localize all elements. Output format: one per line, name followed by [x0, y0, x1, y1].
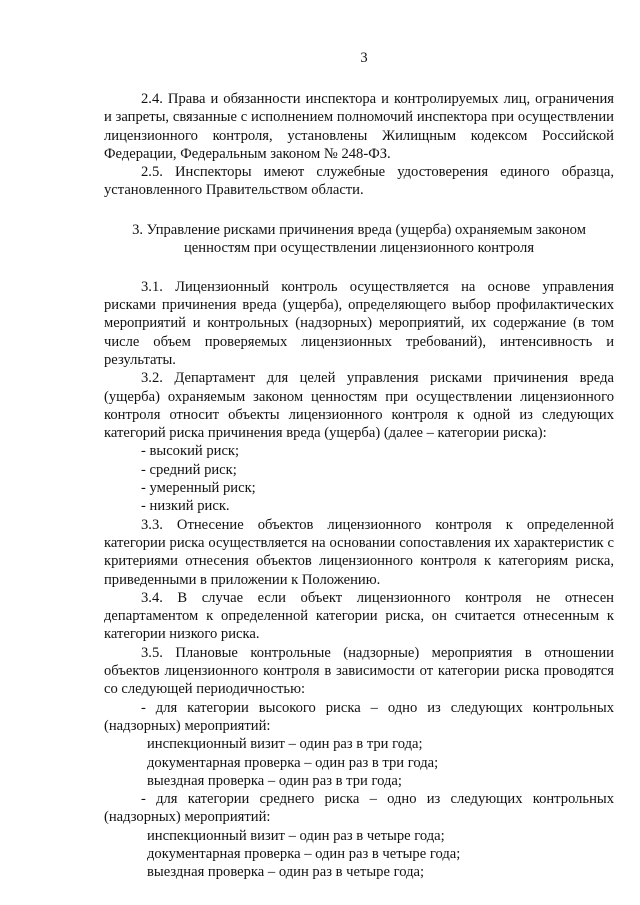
risk-category-item: - умеренный риск;: [141, 480, 256, 497]
section-3-heading: 3. Управление рисками причинения вреда (ущерба) охраняемым законом ценностям при осуществлении лицензионного контроля: [132, 221, 586, 257]
high-risk-intro: - для категории высокого риска – одно из следующих контрольных (надзорных) мероприятий:: [104, 699, 614, 734]
risk-category-item: - низкий риск.: [141, 498, 230, 515]
paragraph-3-1: 3.1. Лицензионный контроль осуществляется на основе управления рисками причинения вреда (ущерба), определяющего выбор профилактических мероприятий и контрольных (надзорных) мероприятий, их содержание (в том числе объем проверяемых лицензионных требований), интенсивность и результаты.: [104, 278, 614, 368]
risk-category-item: - высокий риск;: [141, 443, 240, 460]
medium-risk-intro: - для категории среднего риска – одно из следующих контрольных (надзорных) мероприятий:: [104, 791, 614, 826]
high-risk-item: выездная проверка – один раз в три года;: [147, 772, 402, 789]
high-risk-item: документарная проверка – один раз в три года;: [147, 754, 439, 771]
medium-risk-item: инспекционный визит – один раз в четыре года;: [147, 827, 445, 844]
paragraph-3-5: 3.5. Плановые контрольные (надзорные) мероприятия в отношении объектов лицензионного контроля в зависимости от категории риска проводятся со следующей периодичностью:: [104, 644, 614, 698]
paragraph-2-4: 2.4. Права и обязанности инспектора и контролируемых лиц, ограничения и запреты, связанные с исполнением полномочий инспектора при осуществлении лицензионного контроля, установлены Жилищным кодексом Российской Федерации, Федеральным законом № 248-ФЗ.: [104, 91, 614, 162]
page-number: 3: [360, 50, 368, 66]
paragraph-2-5: 2.5. Инспекторы имеют служебные удостоверения единого образца, установленного Правительством области.: [104, 164, 614, 199]
medium-risk-item: документарная проверка – один раз в четыре года;: [147, 845, 461, 862]
paragraph-3-3: 3.3. Отнесение объектов лицензионного контроля к определенной категории риска осуществляется на основании сопоставления их характеристик с критериями отнесения объектов лицензионного контроля к категориям риска, приведенными в приложении к Положению.: [104, 516, 614, 588]
medium-risk-item: выездная проверка – один раз в четыре года;: [147, 864, 425, 881]
risk-category-item: - средний риск;: [141, 461, 237, 478]
paragraph-3-4: 3.4. В случае если объект лицензионного контроля не отнесен департаментом к определенной категории риска, он считается отнесенным к категории низкого риска.: [104, 589, 614, 643]
high-risk-item: инспекционный визит – один раз в три года;: [147, 736, 423, 753]
paragraph-3-2: 3.2. Департамент для целей управления рисками причинения вреда (ущерба) охраняемым законом ценностям при осуществлении лицензионного контроля относит объекты лицензионного контроля к одной из следующих категорий риска причинения вреда (ущерба) (далее – категории риска):: [104, 370, 614, 442]
